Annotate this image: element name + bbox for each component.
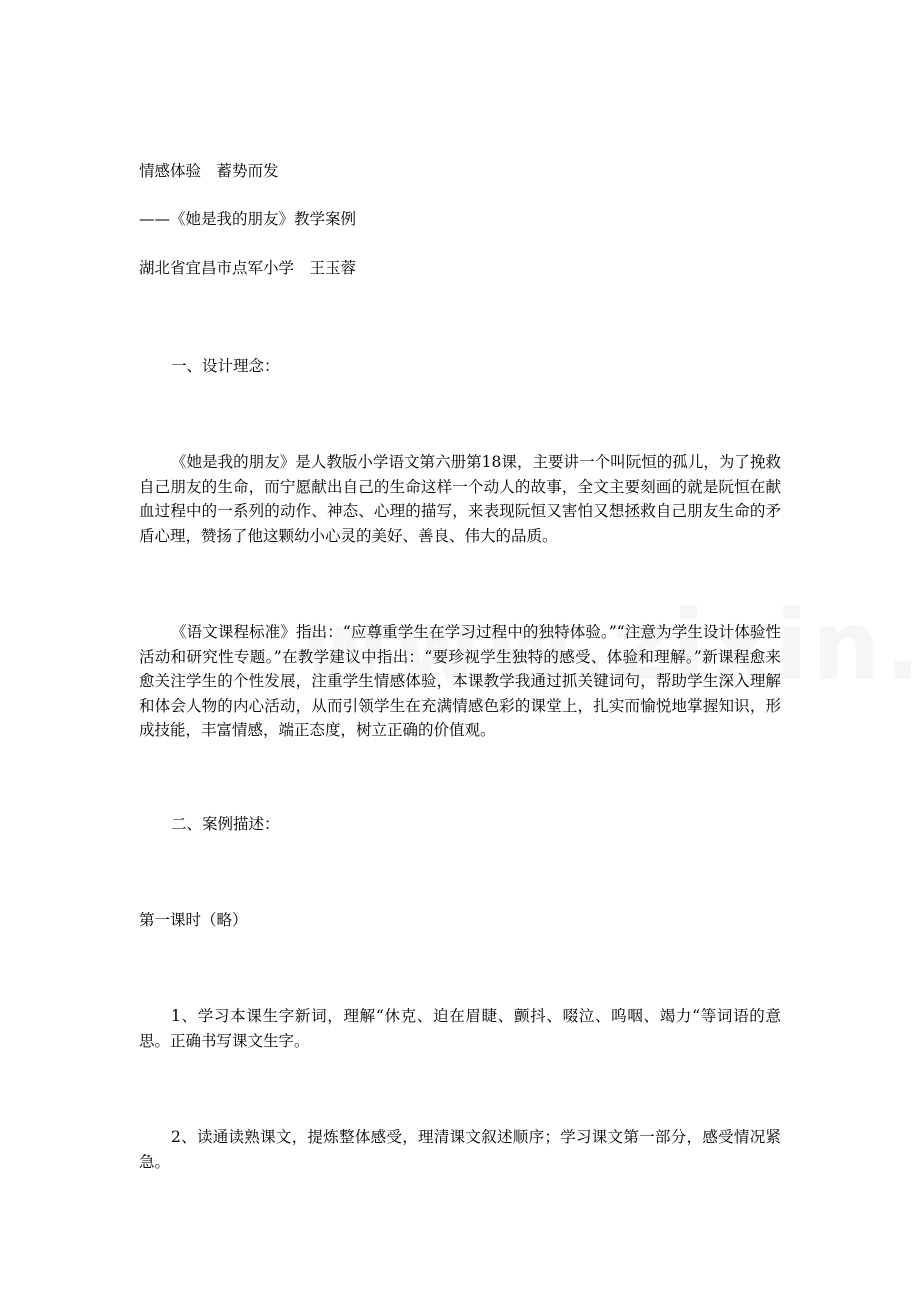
list-item-objective-1: 1、学习本课生字新词，理解“休克、迫在眉睫、颤抖、啜泣、呜咽、竭力“等词语的意思。正确书写课文生字。 — [139, 1007, 781, 1050]
document-title: 情感体验 蓄势而发 — [139, 162, 279, 180]
paragraph-curriculum-standard: 《语文课程标准》指出：“应尊重学生在学习过程中的独特体验。”“注意为学生设计体验性活动和研究性专题。”在教学建议中指出：“要珍视学生独特的感受、体验和理解。”新课程愈来愈关注学生的个性发展，注重学生情感体验，本课教学我通过抓关键词句，帮助学生深入理解和体会人物的内心活动，从而引领学生在充满情感色彩的课堂上，扎实而愉悦地掌握知识，形成技能，丰富情感，端正态度，树立正确的价值观。 — [139, 623, 781, 739]
lesson-title: 第一课时（略） — [139, 911, 248, 929]
list-item-objective-2: 2、读通读熟课文，提炼整体感受，理清课文叙述顺序；学习课文第一部分，感受情况紧急。 — [139, 1128, 781, 1171]
author-line: 湖北省宜昌市点军小学 王玉蓉 — [139, 259, 357, 277]
section-heading-case-description: 二、案例描述： — [171, 815, 280, 833]
document-subtitle: ——《她是我的朋友》教学案例 — [139, 210, 357, 228]
paragraph-lesson-summary: 《她是我的朋友》是人教版小学语文第六册第18课，主要讲一个叫阮恒的孤儿，为了挽救自己朋友的生命，而宁愿献出自己的生命这样一个动人的故事，全文主要刻画的就是阮恒在献血过程中的一系列的动作、神态、心理的描写，来表现阮恒又害怕又想拯救自己朋友生命的矛盾心理，赞扬了他这颗幼小心灵的美好、善良、伟大的品质。 — [139, 453, 781, 545]
section-heading-design-concept: 一、设计理念： — [171, 357, 280, 375]
